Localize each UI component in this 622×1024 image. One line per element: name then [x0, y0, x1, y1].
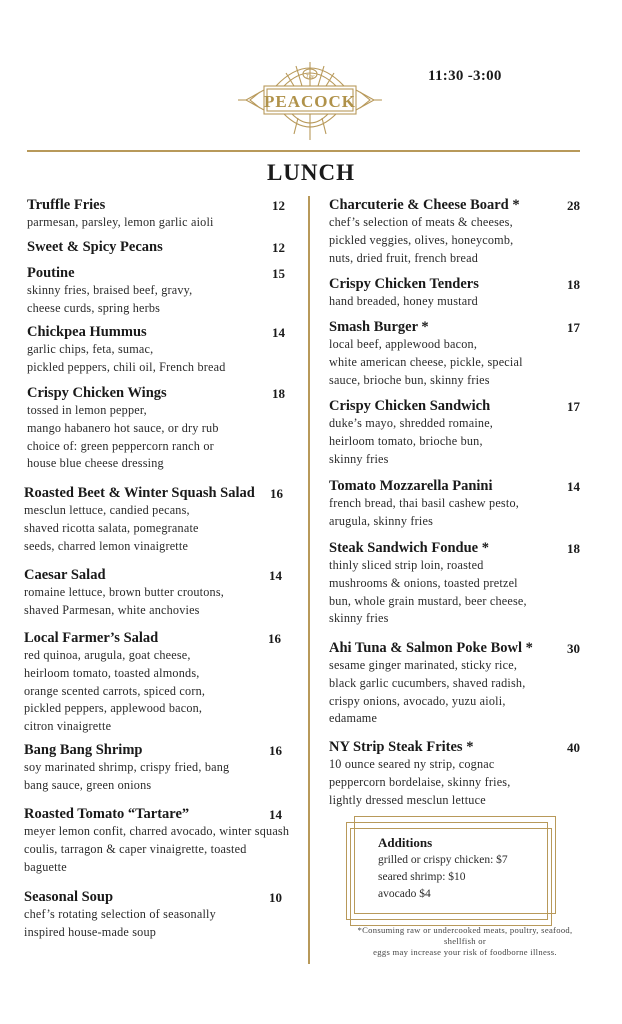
item-name: Smash Burger *: [329, 319, 429, 335]
item-price: 16: [268, 631, 281, 646]
peacock-logo: [236, 56, 384, 142]
additions-line: seared shrimp: $10: [378, 871, 466, 883]
additions-title: Additions: [378, 835, 433, 850]
column-divider: [308, 196, 310, 964]
item-price: 12: [272, 240, 285, 255]
menu-item: [329, 477, 580, 531]
item-description: chef’s rotating selection of seasonally: [24, 907, 216, 921]
item-price: 14: [567, 479, 580, 494]
item-price: 18: [567, 277, 580, 292]
item-name: Caesar Salad: [24, 567, 106, 583]
item-description: orange scented carrots, spiced corn,: [24, 683, 206, 698]
item-description: seeds, charred lemon vinaigrette: [24, 538, 189, 553]
item-name: NY Strip Steak Frites *: [329, 739, 474, 755]
item-name: Bang Bang Shrimp: [24, 742, 143, 758]
menu-item: [27, 264, 285, 318]
svg-text:The: The: [305, 74, 315, 80]
menu-item: [27, 238, 285, 256]
item-price: 30: [567, 641, 580, 656]
item-description: garlic chips, feta, sumac,: [27, 342, 154, 356]
menu-item: [27, 384, 285, 473]
item-name: Charcuterie & Cheese Board *: [329, 197, 520, 213]
item-name: Crispy Chicken Sandwich: [329, 398, 491, 414]
item-description: duke’s mayo, shredded romaine,: [329, 416, 494, 430]
item-description: black garlic cucumbers, shaved radish,: [329, 675, 526, 690]
item-description: french bread, thai basil cashew pesto,: [329, 496, 520, 510]
item-description: crispy onions, avocado, yuzu aioli,: [329, 693, 506, 708]
item-description: 10 ounce seared ny strip, cognac: [329, 757, 495, 771]
menu-item: [329, 318, 580, 389]
additions-line: avocado $4: [378, 888, 431, 900]
additions-line: grilled or crispy chicken: $7: [378, 854, 508, 866]
item-description: mango habanero hot sauce, or dry rub: [27, 420, 219, 435]
item-price: 16: [269, 743, 282, 758]
item-price: 10: [269, 890, 282, 905]
item-price: 18: [272, 386, 285, 401]
item-description: coulis, tarragon & caper vinaigrette, toasted: [24, 841, 247, 856]
item-description: chef’s selection of meats & cheeses,: [329, 215, 513, 229]
item-name: Chickpea Hummus: [27, 324, 147, 340]
menu-item: [329, 397, 580, 468]
item-description: citron vinaigrette: [24, 719, 112, 734]
item-description: heirloom tomato, brioche bun,: [329, 433, 483, 448]
item-name: Roasted Tomato “Tartare”: [24, 806, 190, 822]
item-description: bang sauce, green onions: [24, 777, 152, 792]
item-description: skinny fries, braised beef, gravy,: [27, 283, 193, 297]
item-price: 12: [272, 198, 285, 213]
item-description: heirloom tomato, toasted almonds,: [24, 665, 200, 680]
item-description: white american cheese, pickle, special: [329, 354, 523, 369]
menu-item: [24, 888, 282, 942]
item-description: sesame ginger marinated, sticky rice,: [329, 658, 518, 672]
item-description: inspired house-made soup: [24, 924, 157, 939]
item-description: peppercorn bordelaise, skinny fries,: [329, 774, 511, 789]
header-divider: [27, 150, 580, 152]
item-description: house blue cheese dressing: [27, 456, 164, 471]
item-description: arugula, skinny fries: [329, 513, 434, 528]
item-price: 17: [567, 399, 580, 414]
hours-text: 11:30 -3:00: [428, 68, 502, 84]
item-description: nuts, dried fruit, french bread: [329, 250, 479, 265]
menu-item: [24, 484, 283, 555]
menu-item: [24, 566, 282, 620]
disclaimer-line: shellfish or: [443, 936, 487, 946]
item-description: mesclun lettuce, candied pecans,: [24, 503, 190, 517]
item-description: skinny fries: [329, 451, 389, 466]
disclaimer: [330, 925, 600, 958]
item-name: Seasonal Soup: [24, 889, 114, 905]
item-price: 18: [567, 541, 580, 556]
menu-title: LUNCH: [266, 160, 356, 185]
item-name: Local Farmer’s Salad: [24, 630, 159, 646]
item-description: soy marinated shrimp, crispy fried, bang: [24, 760, 230, 774]
item-name: Ahi Tuna & Salmon Poke Bowl *: [329, 640, 533, 656]
item-description: lightly dressed mesclun lettuce: [329, 792, 486, 807]
item-name: Crispy Chicken Tenders: [329, 276, 479, 292]
item-name: Steak Sandwich Fondue *: [329, 540, 489, 556]
item-name: Poutine: [27, 265, 75, 281]
item-price: 28: [567, 198, 580, 213]
item-description: cheese curds, spring herbs: [27, 300, 161, 315]
item-name: Sweet & Spicy Pecans: [27, 239, 163, 255]
svg-text:PEACOCK: PEACOCK: [264, 92, 356, 111]
item-name: Roasted Beet & Winter Squash Salad: [24, 485, 255, 501]
item-description: bun, whole grain mustard, beer cheese,: [329, 593, 527, 608]
item-description: shaved Parmesan, white anchovies: [24, 602, 200, 617]
menu-item: [329, 639, 580, 728]
additions-section: [378, 834, 508, 903]
menu-item: [27, 196, 285, 232]
item-description: baguette: [24, 859, 67, 874]
item-price: 14: [272, 325, 285, 340]
item-price: 17: [567, 320, 580, 335]
item-price: 15: [272, 266, 285, 281]
item-description: pickled peppers, chili oil, French bread: [27, 359, 226, 374]
item-description: edamame: [329, 711, 378, 726]
item-description: thinly sliced strip loin, roasted: [329, 558, 484, 572]
item-name: Truffle Fries: [27, 197, 106, 213]
item-name: Tomato Mozzarella Panini: [329, 478, 493, 494]
disclaimer-line: *Consuming raw or undercooked meats, poultry, seafood,: [357, 925, 573, 935]
item-description: parmesan, parsley, lemon garlic aioli: [27, 215, 214, 229]
item-price: 14: [269, 807, 282, 822]
menu-item: [329, 738, 580, 809]
item-description: shaved ricotta salata, pomegranate: [24, 520, 199, 535]
menu-item: [329, 539, 580, 628]
menu-item: [24, 805, 289, 876]
item-price: 16: [270, 486, 283, 501]
item-description: meyer lemon confit, charred avocado, winter squash: [24, 824, 290, 838]
item-description: sauce, brioche bun, skinny fries: [329, 372, 490, 387]
menu-item: [24, 741, 282, 795]
item-name: Crispy Chicken Wings: [27, 385, 167, 401]
item-description: choice of: green peppercorn ranch or: [27, 438, 214, 453]
item-description: skinny fries: [329, 611, 389, 626]
menu-item: [329, 196, 580, 267]
menu-item: [329, 275, 580, 311]
item-description: red quinoa, arugula, goat cheese,: [24, 648, 191, 662]
menu-item: [24, 629, 281, 736]
item-description: hand breaded, honey mustard: [329, 294, 478, 308]
item-description: local beef, applewood bacon,: [329, 337, 478, 351]
item-description: pickled veggies, olives, honeycomb,: [329, 232, 514, 247]
item-price: 40: [567, 740, 580, 755]
item-description: romaine lettuce, brown butter croutons,: [24, 585, 225, 599]
item-price: 14: [269, 568, 282, 583]
item-description: pickled peppers, applewood bacon,: [24, 701, 203, 716]
item-description: mushrooms & onions, toasted pretzel: [329, 575, 518, 590]
disclaimer-line: eggs may increase your risk of foodborne illness.: [373, 947, 557, 957]
menu-item: [27, 323, 285, 377]
item-description: tossed in lemon pepper,: [27, 403, 147, 417]
